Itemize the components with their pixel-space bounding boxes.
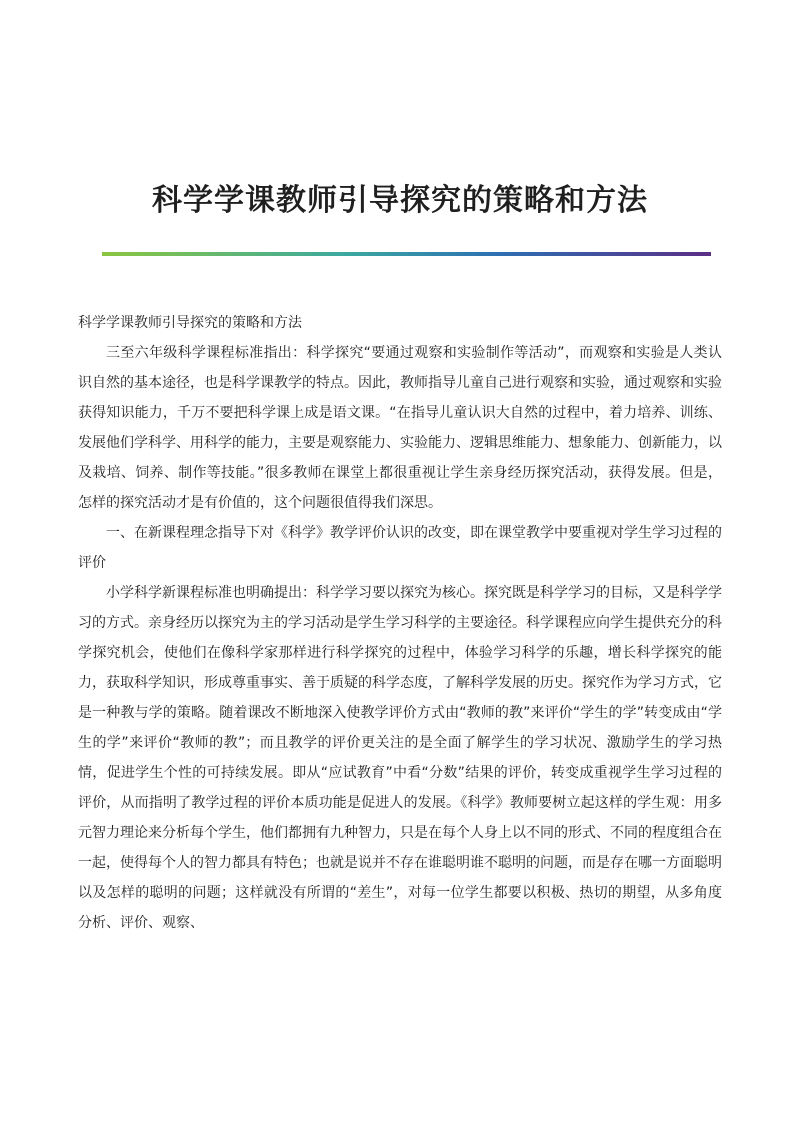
document-title: 科学学课教师引导探究的策略和方法 — [152, 183, 648, 219]
title-divider — [102, 252, 711, 256]
body-paragraph: 三至六年级科学课程标准指出：科学探究“要通过观察和实验制作等活动”，而观察和实验是人类认识自然的基本途径，也是科学课教学的特点。因此，教师指导儿童自己进行观察和实验，通过观察和实验获得知识能力，千万不要把科学课上成是语文课。“在指导儿童认识大自然的过程中，着力培养、训练、发展他们学科学、用科学的能力，主要是观察能力、实验能力、逻辑思维能力、想象能力、创新能力，以及栽培、饲养、制作等技能。”很多教师在课堂上都很重视让学生亲身经历探究活动，获得发展。但是，怎样的探究活动才是有价值的，这个问题很值得我们深思。 — [78, 345, 722, 511]
section-heading: 一、在新课程理念指导下对《科学》教学评价认识的改变，即在课堂教学中要重视对学生学习过程的评价 — [78, 525, 722, 571]
body-paragraph: 小学科学新课程标准也明确提出：科学学习要以探究为核心。探究既是科学学习的目标，又是科学学习的方式。亲身经历以探究为主的学习活动是学生学习科学的主要途径。科学课程应向学生提供充分的科学探究机会，使他们在像科学家那样进行科学探究的过程中，体验学习科学的乐趣，增长科学探究的能力，获取科学知识，形成尊重事实、善于质疑的科学态度，了解科学发展的历史。探究作为学习方式，它是一种教与学的策略。随着课改不断地深入使教学评价方式由“教师的教”来评价“学生的学”转变成由“学生的学”来评价“教师的教”；而且教学的评价更关注的是全面了解学生的学习状况、激励学生的学习热情，促进学生个性的可持续发展。即从“应试教育”中看“分数”结果的评价，转变成重视学生学习过程的评价，从而指明了教学过程的评价本质功能是促进人的发展。《科学》教师要树立起这样的学生观：用多元智力理论来分析每个学生，他们都拥有九种智力，只是在每个人身上以不同的形式、不同的程度组合在一起，使得每个人的智力都具有特色；也就是说并不存在谁聪明谁不聪明的问题，而是存在哪一方面聪明以及怎样的聪明的问题；这样就没有所谓的“差生”，对每一位学生都要以积极、热切的期望，从多角度分析、评价、观察、 — [78, 585, 722, 931]
body-heading: 科学学课教师引导探究的策略和方法 — [78, 315, 302, 331]
document-body — [78, 308, 722, 938]
